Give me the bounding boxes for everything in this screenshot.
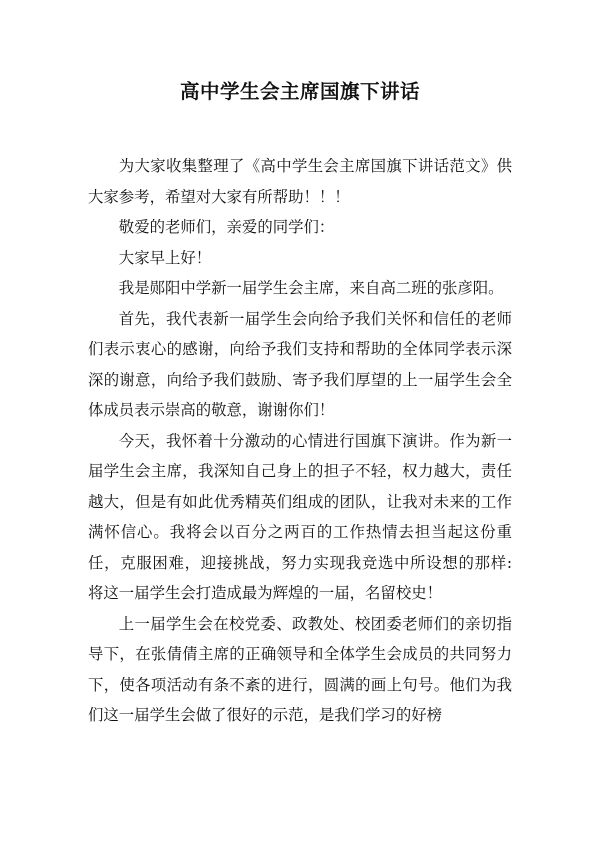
paragraph-salutation: 敬爱的老师们，亲爱的同学们： [118,218,335,236]
paragraph-intro: 为大家收集整理了《高中学生会主席国旗下讲话范文》供大家参考，希望对大家有所帮助！！！ [88,157,512,206]
paragraph-thanks: 首先，我代表新一届学生会向给予我们关怀和信任的老师们表示衷心的感谢，向给予我们支持和帮助的全体同学表示深深的谢意，向给予我们鼓励、寄予我们厚望的上一届学生会全体成员表示崇高的敬意，谢谢你们！ [88,309,512,419]
paragraph-commitment: 今天，我怀着十分激动的心情进行国旗下演讲。作为新一届学生会主席，我深知自己身上的担子不轻，权力越大，责任越大，但是有如此优秀精英们组成的团队，让我对未来的工作满怀信心。我将会以百分之两百的工作热情去担当起这份重任，克服困难，迎接挑战，努力实现我竞选中所设想的那样: 将这一届学生会打造成最为辉煌的一届，名留校史！ [88,431,512,602]
paragraph-greeting: 大家早上好！ [118,248,212,267]
paragraph-self-introduction: 我是郧阳中学新一届学生会主席，来自高二班的张彦阳。 [118,279,504,297]
paragraph-predecessors: 上一届学生会在校党委、政教处、校团委老师们的亲切指导下，在张倩倩主席的正确领导和全体学生会成员的共同努力下，使各项活动有条不紊的进行，圆满的画上句号。他们为我们这一届学生会做了很好的示范，是我们学习的好榜 [88,614,512,724]
document-title: 高中学生会主席国旗下讲话 [179,80,420,103]
document-body [88,151,512,731]
